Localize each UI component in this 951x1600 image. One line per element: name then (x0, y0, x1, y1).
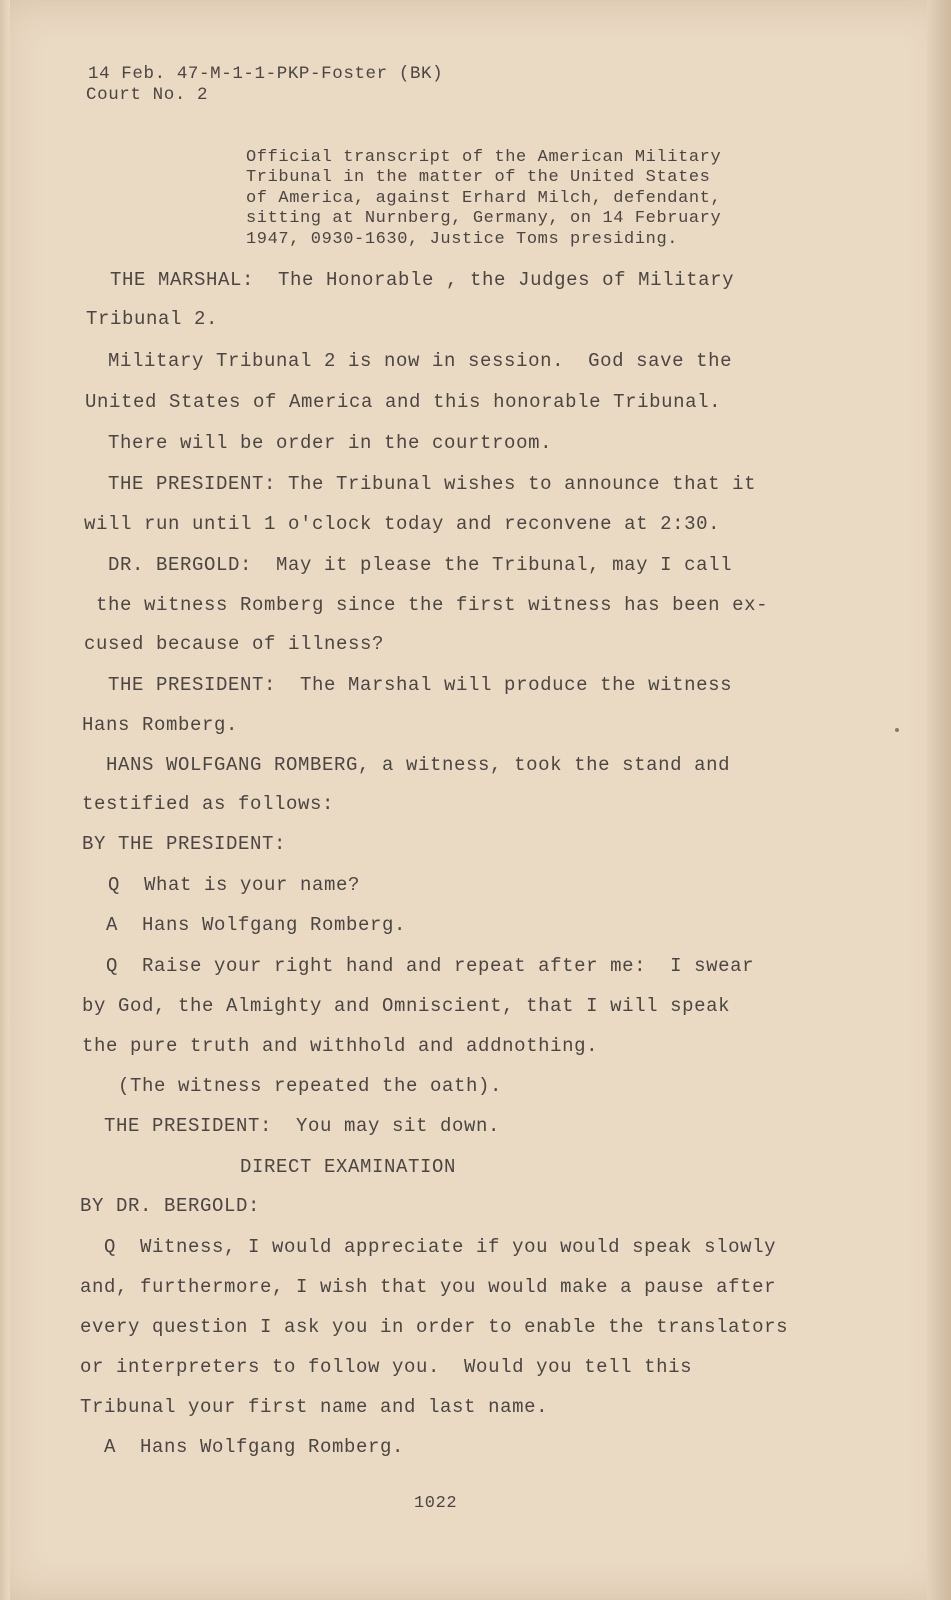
transcript-line: Tribunal 2. (86, 308, 219, 330)
transcript-line: THE PRESIDENT: The Marshal will produce the witness (108, 674, 733, 696)
transcript-line: or interpreters to follow you. Would you tell this (80, 1356, 693, 1378)
transcript-line: BY THE PRESIDENT: (82, 833, 287, 855)
transcript-line: Q Raise your right hand and repeat after me: I swear (106, 955, 755, 977)
transcript-line: A Hans Wolfgang Romberg. (106, 914, 407, 936)
section-heading: DIRECT EXAMINATION (240, 1156, 457, 1178)
transcript-line: every question I ask you in order to enable the translators (80, 1316, 789, 1338)
transcript-line: and, furthermore, I wish that you would make a pause after (80, 1276, 777, 1298)
page-right-edge (927, 0, 951, 1600)
transcript-line: the pure truth and withhold and addnothing. (82, 1035, 599, 1057)
transcript-line: cused because of illness? (84, 633, 385, 655)
page-number: 1022 (414, 1494, 458, 1513)
transcript-line: THE MARSHAL: The Honorable , the Judges of Military (110, 269, 735, 291)
transcript-line: Q Witness, I would appreciate if you would speak slowly (104, 1236, 777, 1258)
paper-speck (895, 728, 899, 732)
transcript-line: by God, the Almighty and Omniscient, that I will speak (82, 995, 731, 1017)
transcript-line: testified as follows: (82, 793, 335, 815)
transcript-line: HANS WOLFGANG ROMBERG, a witness, took the stand and (106, 754, 731, 776)
transcript-line: the witness Romberg since the first witness has been ex- (96, 594, 769, 616)
caption-line: Tribunal in the matter of the United States (246, 168, 711, 187)
header-line-2: Court No. 2 (86, 85, 209, 105)
transcript-line: THE PRESIDENT: The Tribunal wishes to announce that it (108, 473, 757, 495)
caption-line: Official transcript of the American Military (246, 148, 722, 167)
transcript-line: THE PRESIDENT: You may sit down. (104, 1115, 501, 1137)
caption-line: sitting at Nurnberg, Germany, on 14 February (246, 209, 722, 228)
transcript-line: There will be order in the courtroom. (108, 432, 553, 454)
caption-line: of America, against Erhard Milch, defendant, (246, 189, 722, 208)
page-left-edge (0, 0, 10, 1600)
transcript-line: Hans Romberg. (82, 714, 239, 736)
transcript-line: Q What is your name? (108, 874, 361, 896)
transcript-line: Military Tribunal 2 is now in session. God save the (108, 350, 733, 372)
transcript-line: A Hans Wolfgang Romberg. (104, 1436, 405, 1458)
transcript-line: Tribunal your first name and last name. (80, 1396, 549, 1418)
caption-line: 1947, 0930-1630, Justice Toms presiding. (246, 230, 679, 249)
transcript-line: will run until 1 o'clock today and reconvene at 2:30. (84, 513, 721, 535)
transcript-line: United States of America and this honorable Tribunal. (85, 391, 722, 413)
transcript-line: BY DR. BERGOLD: (80, 1195, 261, 1217)
header-line-1: 14 Feb. 47-M-1-1-PKP-Foster (BK) (88, 64, 444, 84)
transcript-line: DR. BERGOLD: May it please the Tribunal, may I call (108, 554, 733, 576)
transcript-line: (The witness repeated the oath). (118, 1075, 503, 1097)
